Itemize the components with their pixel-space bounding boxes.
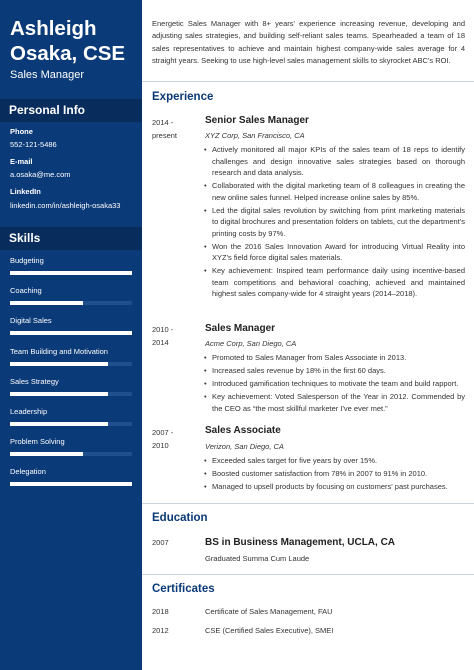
skill-level-fill xyxy=(10,392,108,396)
skill-name: Sales Strategy xyxy=(10,376,59,386)
linkedin-value[interactable]: linkedin.com/in/ashleigh-osaka33 xyxy=(10,201,121,210)
skill-level-fill xyxy=(10,452,83,456)
skill-name: Delegation xyxy=(10,467,46,477)
skill-level-bar xyxy=(10,392,132,396)
linkedin-label: LinkedIn xyxy=(10,187,41,196)
name-line-2: Osaka, CSE xyxy=(10,42,126,65)
skill-level-fill xyxy=(10,482,132,486)
job-bullet: • Led the digital sales revolution by switching from print marketing materials to digital brochures and presentation folders on tablets, cut the department's printing costs by 97%. xyxy=(203,205,465,240)
job-title: Senior Sales Manager xyxy=(205,115,309,126)
skill-level-fill xyxy=(10,301,83,305)
phone-label: Phone xyxy=(10,127,33,136)
job-date-end: 2014 xyxy=(152,338,169,347)
job-bullet: • Exceeded sales target for five years by over 15%. xyxy=(203,455,465,467)
job-company: XYZ Corp, San Francisco, CA xyxy=(205,131,305,140)
skill-name: Leadership xyxy=(10,407,48,416)
job-bullet: • Collaborated with the digital marketing team of 8 colleagues in creating the new online sales funnel. Helped increase online sales by 85%. xyxy=(203,180,465,203)
job-bullet: • Introduced gamification techniques to motivate the team and build rapport. xyxy=(203,378,465,390)
summary-text: Energetic Sales Manager with 8+ years' experience increasing revenue, developing and adjusting sales strategies, and building self-reliant sales teams. Spearheaded a team of 18 sales representatives to achieve and maintain highest company-wide sales average for 4 straight years. Seeking to use high-level sales management skills to skyrocket ABC's ROI. xyxy=(152,19,465,66)
job-bullet: • Boosted customer satisfaction from 78% in 2007 to 91% in 2010. xyxy=(203,468,465,480)
skill-level-bar xyxy=(10,271,132,275)
education-divider xyxy=(142,503,474,504)
job-date-start: 2014 - xyxy=(152,118,174,127)
name-line-1: Ashleigh xyxy=(10,17,97,40)
email-label: E-mail xyxy=(10,157,33,166)
phone-value: 552-121-5486 xyxy=(10,140,57,149)
job-bullet: • Key achievement: Inspired team performance daily using incentive-based team competitions and behavioral coaching, achieved and maintained highest sales company-wide for 4 straight years (2014–2018). xyxy=(203,265,465,300)
education-honors: Graduated Summa Cum Laude xyxy=(205,554,310,563)
skill-level-fill xyxy=(10,271,132,275)
experience-heading: Experience xyxy=(152,91,214,103)
candidate-name xyxy=(10,16,138,66)
skill-name: Budgeting xyxy=(10,256,44,265)
job-bullets xyxy=(203,144,465,301)
job-bullet: • Managed to upsell products by focusing on customers' past purchases. xyxy=(203,481,465,493)
skill-level-fill xyxy=(10,331,132,335)
job-company: Verizon, San Diego, CA xyxy=(205,442,284,451)
job-company: Acme Corp, San Diego, CA xyxy=(205,339,297,348)
personal-info-heading: Personal Info xyxy=(0,99,142,122)
job-dates xyxy=(152,323,198,349)
sidebar xyxy=(0,0,142,670)
skill-name: Coaching xyxy=(10,286,42,296)
skill-name: Digital Sales xyxy=(10,316,52,326)
job-title: Sales Manager xyxy=(205,323,276,334)
skill-level-fill xyxy=(10,362,108,366)
skill-name: Team Building and Motivation xyxy=(10,346,108,356)
job-bullet: • Increased sales revenue by 18% in the first 60 days. xyxy=(203,365,465,377)
job-date-end: 2010 xyxy=(152,441,169,450)
job-bullet: • Won the 2016 Sales Innovation Award for introducing Virtual Reality into XYZ's field force digital sales materials. xyxy=(203,241,465,264)
job-dates xyxy=(152,116,198,142)
education-heading: Education xyxy=(152,512,208,524)
job-date-start: 2007 - xyxy=(152,428,174,437)
email-value[interactable]: a.osaka@me.com xyxy=(10,170,71,179)
skills-heading: Skills xyxy=(0,227,142,250)
skill-level-fill xyxy=(10,422,108,426)
skill-level-bar xyxy=(10,362,132,366)
job-date-end: present xyxy=(152,131,178,140)
job-bullet: • Actively monitored all major KPIs of the sales team of 18 reps to identify challenges and design innovative sales strategies based on thorough research and data analysis. xyxy=(203,144,465,179)
certificate-year: 2012 xyxy=(152,626,169,635)
education-degree: BS in Business Management, UCLA, CA xyxy=(205,537,396,548)
job-date-start: 2010 - xyxy=(152,325,174,334)
job-role: Sales Manager xyxy=(10,69,84,81)
certificate-name: Certificate of Sales Management, FAU xyxy=(205,607,333,616)
skill-level-bar xyxy=(10,422,132,426)
summary-divider xyxy=(142,81,474,82)
job-bullet: • Promoted to Sales Manager from Sales Associate in 2013. xyxy=(203,352,465,364)
job-title: Sales Associate xyxy=(205,425,281,436)
education-year: 2007 xyxy=(152,538,169,547)
skill-level-bar xyxy=(10,301,132,305)
job-bullet: • Key achievement: Voted Salesperson of the Year in 2012. Commended by the CEO as “the most skillful marketer I've ever met.” xyxy=(203,391,465,414)
certificates-divider xyxy=(142,574,474,575)
job-bullets xyxy=(203,455,465,494)
skill-level-bar xyxy=(10,482,132,486)
certificate-name: CSE (Certified Sales Executive), SMEI xyxy=(205,626,334,635)
certificate-year: 2018 xyxy=(152,607,169,616)
job-dates xyxy=(152,426,198,452)
skill-level-bar xyxy=(10,452,132,456)
certificates-heading: Certificates xyxy=(152,583,215,595)
skill-name: Problem Solving xyxy=(10,437,65,447)
job-bullets xyxy=(203,352,465,416)
skill-level-bar xyxy=(10,331,132,335)
